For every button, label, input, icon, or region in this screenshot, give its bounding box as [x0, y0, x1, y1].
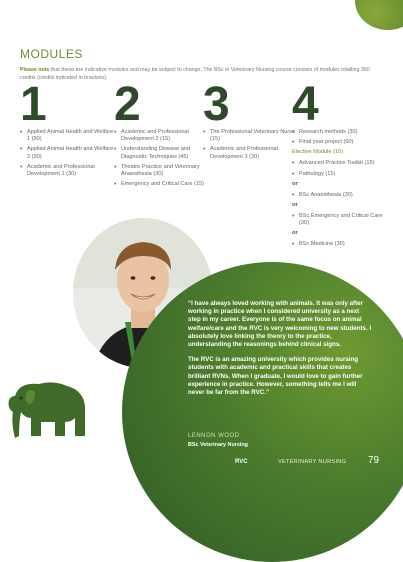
year-3-number [203, 78, 247, 131]
year-2-column [114, 78, 209, 191]
year-1-column [20, 78, 115, 181]
year-3-column [203, 78, 298, 164]
or-separator: or [292, 230, 298, 237]
module-item: • Theatre Practice and Veterinary Anaesthesia (30) [114, 164, 209, 178]
module-item: • Emergency and Critical Care (15) [114, 181, 209, 188]
elective-list [292, 160, 392, 177]
year-number-text: 3 [203, 78, 230, 131]
module-list [20, 129, 115, 178]
elective-item: • Advanced Practice Toolkit (15) [292, 160, 392, 167]
module-list [203, 129, 298, 161]
module-list [292, 129, 392, 146]
year-label-text: YEAR [241, 99, 247, 116]
year-2-number [114, 78, 158, 131]
elephant-icon [5, 378, 95, 448]
quote-author: LENNON WOOD [188, 433, 240, 439]
page-number: 79 [368, 455, 380, 466]
year-4-column [292, 78, 392, 252]
page-title: MODULES [20, 47, 83, 61]
footer-brand: RVC [235, 459, 248, 465]
quote-author-role: BSc Veterinary Nursing [188, 442, 248, 448]
module-item: • Understanding Disease and Diagnostic Techniques (45) [114, 146, 209, 160]
elective-item: • Pathology (15) [292, 171, 392, 178]
year-label-text: YEAR [51, 99, 57, 116]
year-4-number [292, 78, 336, 131]
module-list [114, 129, 209, 188]
year-number-text: 1 [20, 78, 47, 131]
year-number-text: 4 [292, 78, 319, 131]
module-item: • Applied Animal Health and Welfare 1 (30) [20, 129, 115, 143]
year-label [136, 99, 174, 116]
year-label-text: YEAR [152, 99, 158, 116]
module-item: • Research methods (30) [292, 129, 392, 136]
or-separator: or [292, 180, 298, 187]
or-separator: or [292, 202, 298, 209]
module-item: • Academic and Professional Development 3 (30) [203, 146, 298, 160]
intro-body: that these are indicative modules and may be subject to change. The BSc in Veterinary Nursing course consists of modules totalling 360 credits (credits indicated in brackets). [20, 67, 370, 81]
year-1-number [20, 78, 60, 131]
intro-text [20, 67, 380, 82]
option-list [292, 241, 392, 248]
year-number-text: 2 [114, 78, 141, 131]
option-item: • BSc Anaesthesia (30) [292, 192, 392, 199]
module-item: • Final year project (60) [292, 139, 392, 146]
option-list [292, 192, 392, 199]
option-item: • BSc Emergency and Critical Care (30) [292, 213, 392, 227]
quote-paragraph-1: “I have always loved working with animals. It was only after working in practice when I considered university as a next step in my career. Everyone is of the same focus on animal welfare/care and the RVC is very welcoming to new students. I absolutely love linking the theory to the practice, understanding the reasonings behind clinical signs. [188, 300, 372, 349]
elective-heading: Elective Module (15) [292, 149, 343, 156]
year-label [35, 99, 73, 116]
module-item: • Academic and Professional Development 1 (30) [20, 164, 115, 178]
year-label [225, 99, 263, 116]
year-label [314, 99, 352, 116]
module-item: • Applied Animal Health and Welfare 2 (30) [20, 146, 115, 160]
module-item: • Academic and Professional Development 2 (15) [114, 129, 209, 143]
footer-department: VETERINARY NURSING [278, 459, 347, 465]
decorative-corner-shape [355, 0, 403, 30]
option-list [292, 213, 392, 227]
student-quote [188, 300, 373, 404]
intro-note-label: Please note [20, 67, 50, 73]
module-item: • The Professional Veterinary Nurse (15) [203, 129, 298, 143]
quote-paragraph-2: The RVC is an amazing university which provides nursing students with academic and practical skills that creates brilliant RVNs. When I graduate, I would love to gain further experience in practice. However, something tells me I will never be far from the RVC.” [188, 356, 363, 397]
year-label-text: YEAR [330, 99, 336, 116]
option-item: • BSc Medicine (30) [292, 241, 392, 248]
